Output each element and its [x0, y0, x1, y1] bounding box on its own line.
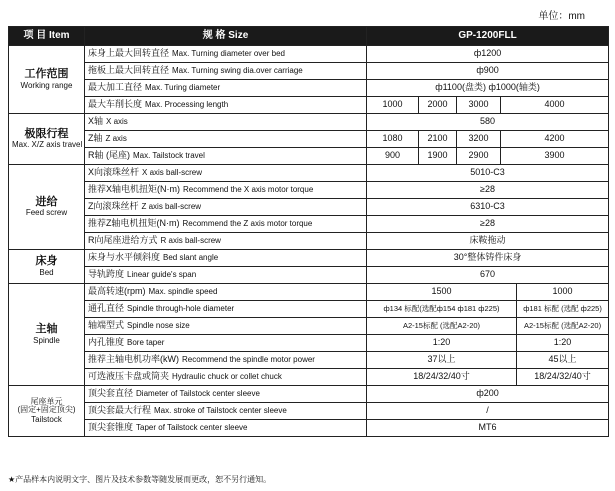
item-label: R轴 (尾座) Max. Tailstock travel — [85, 148, 367, 165]
value-cell: 37以上 — [367, 352, 517, 369]
value-cell: 3000 — [457, 97, 501, 114]
category-cn: 主轴 — [35, 323, 58, 336]
value-cell: MT6 — [367, 420, 609, 437]
table-row — [9, 216, 609, 233]
item-label: 内孔锥度 Bore taper — [85, 335, 367, 352]
category-tailstock — [9, 386, 85, 437]
item-label: 导轨跨度 Linear guide's span — [85, 267, 367, 284]
value-cell: ≥28 — [367, 216, 609, 233]
value-cell: ф900 — [367, 63, 609, 80]
item-label: Z轴 Z axis — [85, 131, 367, 148]
value-cell: 1900 — [419, 148, 457, 165]
value-cell: 670 — [367, 267, 609, 284]
category-spindle — [9, 284, 85, 386]
table-row — [9, 318, 609, 335]
category-cn: 尾座单元 — [30, 396, 63, 406]
value-cell: 1:20 — [367, 335, 517, 352]
value-cell: 4000 — [501, 97, 609, 114]
table-row — [9, 233, 609, 250]
category-en: Feed screw — [25, 208, 68, 218]
category-cn: 工作范围 — [24, 68, 69, 81]
category-en: Working range — [20, 80, 73, 90]
value-cell: ф1200 — [367, 46, 609, 63]
item-label: 轴端型式 Spindle nose size — [85, 318, 367, 335]
table-row — [9, 386, 609, 403]
item-label: 顶尖套直径 Diameter of Tailstock center sleeve — [85, 386, 367, 403]
value-cell: A2-15标配 (选配A2-20) — [367, 318, 517, 335]
item-label: X轴 X axis — [85, 114, 367, 131]
value-cell: 1:20 — [517, 335, 609, 352]
category-en: Max. X/Z axis travel — [12, 140, 83, 150]
table-row — [9, 420, 609, 437]
table-row — [9, 335, 609, 352]
item-label: Z向滚珠丝杆 Z axis ball-screw — [85, 199, 367, 216]
value-cell: 3900 — [501, 148, 609, 165]
value-cell: 45以上 — [517, 352, 609, 369]
category-working-range — [9, 46, 85, 114]
table-header-row — [9, 27, 609, 46]
value-cell: ф1100(盘类) ф1000(轴类) — [367, 80, 609, 97]
table-row — [9, 165, 609, 182]
category-cn-sub: (固定+固定顶尖) — [17, 405, 76, 415]
table-row — [9, 97, 609, 114]
header-model: GP-1200FLL — [367, 27, 609, 46]
item-label: 推荐X轴电机扭矩(N·m) Recommend the X axis motor torque — [85, 182, 367, 199]
value-cell: 1000 — [367, 97, 419, 114]
value-cell: 18/24/32/40寸 — [367, 369, 517, 386]
value-cell: / — [367, 403, 609, 420]
category-en: Bed — [39, 267, 54, 277]
category-feed — [9, 165, 85, 250]
table-row — [9, 369, 609, 386]
item-label: 拖板上最大回转直径 Max. Turning swing dia.over carriage — [85, 63, 367, 80]
value-cell: 3200 — [457, 131, 501, 148]
item-label: 最高转速(rpm) Max. spindle speed — [85, 284, 367, 301]
value-cell: 2100 — [419, 131, 457, 148]
value-cell: 1000 — [517, 284, 609, 301]
unit-label: 单位：mm — [538, 11, 585, 22]
value-cell: 1500 — [367, 284, 517, 301]
item-label: 床身与水平倾斜度 Bed slant angle — [85, 250, 367, 267]
table-row — [9, 148, 609, 165]
category-cn: 床身 — [35, 255, 58, 268]
spec-table — [8, 26, 609, 437]
table-row — [9, 182, 609, 199]
value-cell: 1080 — [367, 131, 419, 148]
value-cell: ≥28 — [367, 182, 609, 199]
value-cell: ф134 标配(选配ф154 ф181 ф225) — [367, 301, 517, 318]
value-cell: 6310-C3 — [367, 199, 609, 216]
category-cn: 极限行程 — [24, 127, 69, 140]
table-row — [9, 46, 609, 63]
value-cell: 4200 — [501, 131, 609, 148]
value-cell: 2000 — [419, 97, 457, 114]
table-row — [9, 131, 609, 148]
table-row — [9, 63, 609, 80]
header-item: 项 目 Item — [9, 27, 85, 46]
table-row — [9, 284, 609, 301]
category-en: Tailstock — [31, 414, 62, 424]
item-label: 顶尖套最大行程 Max. stroke of Tailstock center sleeve — [85, 403, 367, 420]
value-cell: 580 — [367, 114, 609, 131]
category-en: Spindle — [33, 335, 60, 345]
item-label: 最大车削长度 Max. Processing length — [85, 97, 367, 114]
category-cn: 进给 — [35, 195, 58, 208]
value-cell: 2900 — [457, 148, 501, 165]
table-row — [9, 352, 609, 369]
value-cell: 30°整体铸件床身 — [367, 250, 609, 267]
item-label: R向尾座进给方式 R axis ball-screw — [85, 233, 367, 250]
category-bed — [9, 250, 85, 284]
value-cell: 18/24/32/40寸 — [517, 369, 609, 386]
item-label: 推荐Z轴电机扭矩(N·m) Recommend the Z axis motor torque — [85, 216, 367, 233]
item-label: 通孔直径 Spindle through-hole diameter — [85, 301, 367, 318]
table-row — [9, 250, 609, 267]
value-cell: A2-15标配 (选配A2-20) — [517, 318, 609, 335]
value-cell: ф181 标配 (选配 ф225) — [517, 301, 609, 318]
item-label: 顶尖套锥度 Taper of Tailstock center sleeve — [85, 420, 367, 437]
item-label: 可选液压卡盘或筒夹 Hydraulic chuck or collet chuck — [85, 369, 367, 386]
item-label: 最大加工直径 Max. Turing diameter — [85, 80, 367, 97]
table-row — [9, 80, 609, 97]
table-row — [9, 301, 609, 318]
item-label: 床身上最大回转直径 Max. Turning diameter over bed — [85, 46, 367, 63]
table-row — [9, 403, 609, 420]
value-cell: 床鞍拖动 — [367, 233, 609, 250]
category-limit-travel — [9, 114, 85, 165]
value-cell: ф200 — [367, 386, 609, 403]
table-row — [9, 114, 609, 131]
footnote: ★产品样本内说明文字、图片及技术参数等随发展而更改，恕不另行通知。 — [8, 475, 272, 484]
table-row — [9, 199, 609, 216]
table-row — [9, 267, 609, 284]
item-label: X向滚珠丝杆 X axis ball-screw — [85, 165, 367, 182]
value-cell: 5010-C3 — [367, 165, 609, 182]
value-cell: 900 — [367, 148, 419, 165]
item-label: 推荐主轴电机功率(kW) Recommend the spindle motor power — [85, 352, 367, 369]
header-size: 规 格 Size — [85, 27, 367, 46]
